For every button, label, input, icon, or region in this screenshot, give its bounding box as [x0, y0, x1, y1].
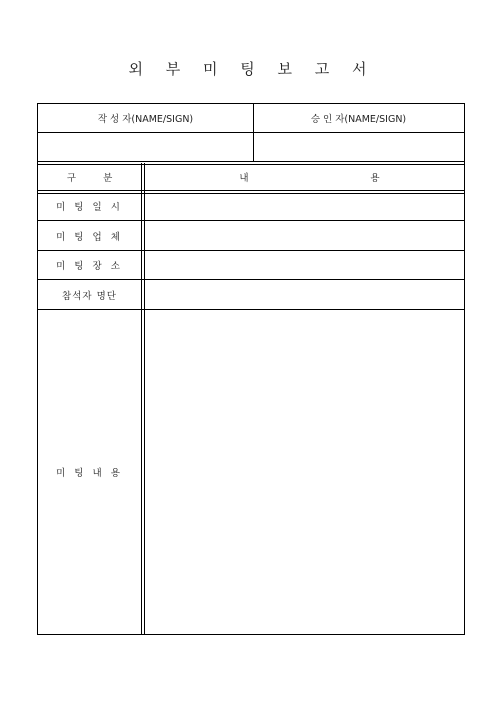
row-label-meeting-content: 미 팅 내 용: [56, 468, 123, 479]
meeting-place-field[interactable]: [144, 251, 464, 279]
column-header-row: [38, 163, 464, 190]
document-title: 외 부 미 팅 보 고 서: [128, 60, 376, 78]
meeting-company-field[interactable]: [144, 221, 464, 250]
signature-value-row: [38, 133, 464, 161]
signature-label-row: [38, 104, 464, 132]
row-label-meeting-company: 미 팅 업 체: [56, 231, 123, 243]
table-row: [38, 310, 464, 634]
table-row: [38, 221, 464, 250]
approver-label: 승 인 자(NAME/SIGN): [310, 114, 407, 125]
row-label-meeting-place: 미 팅 장 소: [56, 261, 123, 272]
attendees-field[interactable]: [144, 280, 464, 309]
category-header: 구 분: [66, 172, 113, 184]
row-label-attendees: 참석자 명단: [62, 290, 117, 302]
table-row: [38, 251, 464, 279]
content-header-left: 내: [239, 172, 249, 184]
divider: [141, 163, 145, 635]
row-label-meeting-datetime: 미 팅 일 시: [56, 202, 123, 213]
author-label: 작 성 자(NAME/SIGN): [97, 114, 194, 125]
divider: [253, 104, 254, 161]
meeting-content-field[interactable]: [144, 310, 464, 634]
approver-sign-field[interactable]: [253, 133, 464, 161]
table-row: [38, 280, 464, 309]
meeting-datetime-field[interactable]: [144, 192, 464, 220]
content-header-right: 용: [370, 172, 380, 184]
table-row: [38, 192, 464, 220]
report-form: [37, 103, 465, 635]
author-sign-field[interactable]: [38, 133, 253, 161]
